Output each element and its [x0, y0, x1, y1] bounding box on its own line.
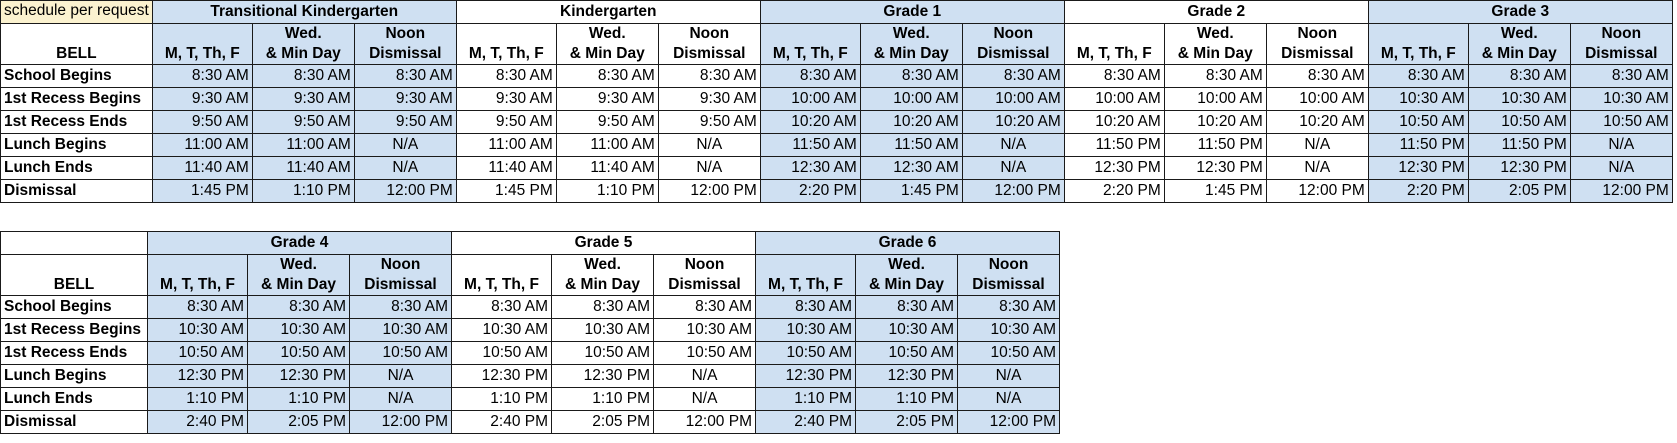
time-cell[interactable]: 11:50 PM	[1164, 134, 1266, 157]
day-type-header[interactable]	[1368, 24, 1468, 65]
day-type-label: Wed.	[888, 256, 925, 273]
day-type-label: & Min Day	[569, 45, 645, 62]
row-label[interactable]: 1st Recess Begins	[1, 88, 153, 111]
time-cell[interactable]: 10:20 AM	[1164, 111, 1266, 134]
day-type-label: & Min Day	[261, 276, 336, 293]
day-type-header[interactable]	[1064, 24, 1164, 65]
time-cell[interactable]: N/A	[350, 365, 452, 388]
day-type-label: Noon	[385, 25, 426, 42]
time-cell[interactable]: 2:40 PM	[148, 411, 248, 434]
day-type-label: M, T, Th, F	[1076, 45, 1152, 62]
top-schedule-table	[0, 0, 1673, 203]
time-cell[interactable]: 10:00 AM	[1064, 88, 1164, 111]
row-label[interactable]: Lunch Ends	[1, 388, 148, 411]
time-cell[interactable]: 12:30 PM	[248, 365, 350, 388]
grade-header[interactable]: Kindergarten	[456, 1, 760, 24]
time-cell[interactable]: 10:30 AM	[1570, 88, 1672, 111]
day-type-header[interactable]	[756, 255, 856, 296]
time-cell[interactable]: 12:00 PM	[962, 180, 1064, 203]
time-cell[interactable]: 12:30 PM	[1468, 157, 1570, 180]
day-type-label: Dismissal	[1585, 45, 1658, 62]
time-cell[interactable]: 9:50 AM	[354, 111, 456, 134]
day-type-header[interactable]	[152, 24, 252, 65]
time-cell[interactable]: 8:30 AM	[350, 296, 452, 319]
day-type-header-row	[1, 24, 1673, 65]
time-cell[interactable]: 8:30 AM	[252, 65, 354, 88]
day-type-label: & Min Day	[869, 276, 944, 293]
bottom-schedule-table	[0, 231, 1060, 434]
time-cell[interactable]: 2:40 PM	[452, 411, 552, 434]
time-cell[interactable]: 12:30 PM	[148, 365, 248, 388]
time-cell[interactable]: 8:30 AM	[760, 65, 860, 88]
time-cell[interactable]: N/A	[350, 388, 452, 411]
time-cell[interactable]: 8:30 AM	[1164, 65, 1266, 88]
day-type-label: M, T, Th, F	[772, 45, 848, 62]
time-cell[interactable]: 2:05 PM	[1468, 180, 1570, 203]
time-cell[interactable]: 10:00 AM	[1164, 88, 1266, 111]
day-type-header[interactable]	[556, 24, 658, 65]
time-cell[interactable]: 10:00 AM	[1266, 88, 1368, 111]
time-cell[interactable]: 12:30 AM	[860, 157, 962, 180]
time-cell[interactable]: N/A	[354, 157, 456, 180]
time-cell[interactable]: N/A	[1266, 134, 1368, 157]
table-row	[1, 88, 1673, 111]
time-cell[interactable]: N/A	[658, 157, 760, 180]
time-cell[interactable]: N/A	[1570, 157, 1672, 180]
row-label[interactable]: Lunch Ends	[1, 157, 153, 180]
day-type-label: Dismissal	[668, 276, 741, 293]
time-cell[interactable]: 9:30 AM	[658, 88, 760, 111]
day-type-label: Wed.	[892, 25, 930, 42]
time-cell[interactable]: 10:50 AM	[350, 342, 452, 365]
time-cell[interactable]: 10:30 AM	[248, 319, 350, 342]
day-type-label: Wed.	[584, 256, 621, 273]
grade-header[interactable]: Grade 5	[452, 232, 756, 255]
time-cell[interactable]: 1:10 PM	[756, 388, 856, 411]
row-label[interactable]: 1st Recess Ends	[1, 342, 148, 365]
day-type-label: Dismissal	[673, 45, 746, 62]
time-cell[interactable]: 10:30 AM	[350, 319, 452, 342]
time-cell[interactable]: N/A	[958, 388, 1060, 411]
grade-header-row	[1, 1, 1673, 24]
time-cell[interactable]: 10:30 AM	[756, 319, 856, 342]
time-cell[interactable]: 12:30 PM	[1368, 157, 1468, 180]
time-cell[interactable]: 12:30 PM	[756, 365, 856, 388]
blank-corner-cell[interactable]	[1, 232, 148, 255]
time-cell[interactable]: 2:20 PM	[760, 180, 860, 203]
time-cell[interactable]: 12:00 PM	[958, 411, 1060, 434]
time-cell[interactable]: 10:50 AM	[1468, 111, 1570, 134]
time-cell[interactable]: 8:30 AM	[552, 296, 654, 319]
time-cell[interactable]: 1:10 PM	[856, 388, 958, 411]
time-cell[interactable]: 10:50 AM	[248, 342, 350, 365]
row-label[interactable]: School Begins	[1, 65, 153, 88]
grade-header[interactable]: Transitional Kindergarten	[152, 1, 456, 24]
time-cell[interactable]: N/A	[962, 134, 1064, 157]
day-type-label: Noon	[988, 256, 1029, 273]
table-row	[1, 411, 1060, 434]
selected-note-cell[interactable]: schedule per request	[1, 1, 153, 24]
time-cell[interactable]: 10:50 AM	[148, 342, 248, 365]
day-type-header[interactable]	[552, 255, 654, 296]
day-type-label: & Min Day	[565, 276, 640, 293]
day-type-label: Dismissal	[369, 45, 442, 62]
time-cell[interactable]: 10:30 AM	[958, 319, 1060, 342]
day-type-header[interactable]	[760, 24, 860, 65]
time-cell[interactable]: 2:20 PM	[1368, 180, 1468, 203]
day-type-label: Dismissal	[972, 276, 1045, 293]
table-row	[1, 65, 1673, 88]
time-cell[interactable]: 8:30 AM	[152, 65, 252, 88]
day-type-label: Noon	[684, 256, 725, 273]
row-label[interactable]: 1st Recess Begins	[1, 319, 148, 342]
time-cell[interactable]: 10:30 AM	[654, 319, 756, 342]
time-cell[interactable]: 10:50 AM	[756, 342, 856, 365]
day-type-label: M, T, Th, F	[768, 276, 843, 293]
time-cell[interactable]: 12:30 PM	[452, 365, 552, 388]
time-cell[interactable]: 9:30 AM	[152, 88, 252, 111]
time-cell[interactable]: 12:00 PM	[658, 180, 760, 203]
row-label[interactable]: School Begins	[1, 296, 148, 319]
time-cell[interactable]: 11:50 PM	[1064, 134, 1164, 157]
day-type-header[interactable]	[354, 24, 456, 65]
day-type-header[interactable]	[148, 255, 248, 296]
time-cell[interactable]: 8:30 AM	[654, 296, 756, 319]
row-label[interactable]: Dismissal	[1, 411, 148, 434]
time-cell[interactable]: 9:50 AM	[658, 111, 760, 134]
time-cell[interactable]: 12:00 PM	[354, 180, 456, 203]
grade-header[interactable]: Grade 1	[760, 1, 1064, 24]
time-cell[interactable]: 2:05 PM	[856, 411, 958, 434]
time-cell[interactable]: 8:30 AM	[1570, 65, 1672, 88]
bell-label[interactable]: BELL	[1, 24, 153, 65]
time-cell[interactable]: 1:10 PM	[148, 388, 248, 411]
day-type-header[interactable]	[654, 255, 756, 296]
table-row	[1, 111, 1673, 134]
day-type-header[interactable]	[452, 255, 552, 296]
time-cell[interactable]: 10:20 AM	[860, 111, 962, 134]
bell-label[interactable]: BELL	[1, 255, 148, 296]
time-cell[interactable]: 12:30 PM	[856, 365, 958, 388]
time-cell[interactable]: 9:30 AM	[556, 88, 658, 111]
time-cell[interactable]: 1:45 PM	[456, 180, 556, 203]
time-cell[interactable]: 2:20 PM	[1064, 180, 1164, 203]
day-type-header[interactable]	[252, 24, 354, 65]
time-cell[interactable]: 8:30 AM	[1468, 65, 1570, 88]
time-cell[interactable]: 1:10 PM	[252, 180, 354, 203]
day-type-label: Wed.	[1500, 25, 1538, 42]
time-cell[interactable]: 10:50 AM	[1368, 111, 1468, 134]
time-cell[interactable]: 11:50 AM	[760, 134, 860, 157]
time-cell[interactable]: N/A	[1570, 134, 1672, 157]
day-type-label: Noon	[1297, 25, 1338, 42]
day-type-label: Noon	[1601, 25, 1642, 42]
row-label[interactable]: Lunch Begins	[1, 365, 148, 388]
time-cell[interactable]: 11:50 PM	[1468, 134, 1570, 157]
time-cell[interactable]: 9:50 AM	[556, 111, 658, 134]
day-type-label: Noon	[993, 25, 1034, 42]
time-cell[interactable]: 8:30 AM	[354, 65, 456, 88]
day-type-label: Wed.	[284, 25, 322, 42]
time-cell[interactable]: 1:45 PM	[152, 180, 252, 203]
grade-header[interactable]: Grade 2	[1064, 1, 1368, 24]
day-type-label: Wed.	[588, 25, 626, 42]
grade-header[interactable]: Grade 4	[148, 232, 452, 255]
time-cell[interactable]: 9:50 AM	[456, 111, 556, 134]
time-cell[interactable]: N/A	[654, 365, 756, 388]
day-type-header[interactable]	[350, 255, 452, 296]
time-cell[interactable]: 8:30 AM	[456, 65, 556, 88]
time-cell[interactable]: 8:30 AM	[452, 296, 552, 319]
time-cell[interactable]: N/A	[354, 134, 456, 157]
time-cell[interactable]: 8:30 AM	[1266, 65, 1368, 88]
time-cell[interactable]: N/A	[654, 388, 756, 411]
time-cell[interactable]: 8:30 AM	[148, 296, 248, 319]
time-cell[interactable]: 8:30 AM	[856, 296, 958, 319]
grade-header[interactable]: Grade 3	[1368, 1, 1672, 24]
time-cell[interactable]: 9:30 AM	[252, 88, 354, 111]
time-cell[interactable]: 10:50 AM	[856, 342, 958, 365]
day-type-header[interactable]	[962, 24, 1064, 65]
table-row	[1, 365, 1060, 388]
time-cell[interactable]: N/A	[1266, 157, 1368, 180]
table-row	[1, 180, 1673, 203]
time-cell[interactable]: 1:10 PM	[552, 388, 654, 411]
time-cell[interactable]: 10:20 AM	[760, 111, 860, 134]
day-type-label: Wed.	[1196, 25, 1234, 42]
day-type-header[interactable]	[248, 255, 350, 296]
time-cell[interactable]: 10:50 AM	[452, 342, 552, 365]
time-cell[interactable]: 10:30 AM	[1368, 88, 1468, 111]
time-cell[interactable]: 10:50 AM	[552, 342, 654, 365]
time-cell[interactable]: 10:30 AM	[1468, 88, 1570, 111]
table-row	[1, 342, 1060, 365]
grade-header-row	[1, 232, 1060, 255]
time-cell[interactable]: 11:50 AM	[860, 134, 962, 157]
day-type-label: Dismissal	[1281, 45, 1354, 62]
time-cell[interactable]: 8:30 AM	[958, 296, 1060, 319]
time-cell[interactable]: 12:00 PM	[654, 411, 756, 434]
row-label[interactable]: Dismissal	[1, 180, 153, 203]
day-type-header-row	[1, 255, 1060, 296]
time-cell[interactable]: 1:10 PM	[248, 388, 350, 411]
time-cell[interactable]: 10:30 AM	[452, 319, 552, 342]
time-cell[interactable]: 11:00 AM	[456, 134, 556, 157]
time-cell[interactable]: 8:30 AM	[860, 65, 962, 88]
day-type-label: & Min Day	[265, 45, 341, 62]
time-cell[interactable]: 1:10 PM	[452, 388, 552, 411]
table-row	[1, 296, 1060, 319]
time-cell[interactable]: 10:00 AM	[760, 88, 860, 111]
time-cell[interactable]: 10:50 AM	[654, 342, 756, 365]
time-cell[interactable]: 2:05 PM	[248, 411, 350, 434]
time-cell[interactable]: 8:30 AM	[756, 296, 856, 319]
row-label[interactable]: 1st Recess Ends	[1, 111, 153, 134]
time-cell[interactable]: 10:00 AM	[860, 88, 962, 111]
time-cell[interactable]: 8:30 AM	[962, 65, 1064, 88]
time-cell[interactable]: 11:40 AM	[252, 157, 354, 180]
time-cell[interactable]: 1:45 PM	[1164, 180, 1266, 203]
time-cell[interactable]: 9:30 AM	[456, 88, 556, 111]
time-cell[interactable]: 11:00 AM	[152, 134, 252, 157]
day-type-label: & Min Day	[873, 45, 949, 62]
time-cell[interactable]: 10:50 AM	[1570, 111, 1672, 134]
day-type-label: & Min Day	[1177, 45, 1253, 62]
time-cell[interactable]: 9:50 AM	[252, 111, 354, 134]
day-type-header[interactable]	[1468, 24, 1570, 65]
day-type-label: Wed.	[280, 256, 317, 273]
time-cell[interactable]: 10:30 AM	[148, 319, 248, 342]
time-cell[interactable]: 12:00 PM	[350, 411, 452, 434]
day-type-label: Noon	[380, 256, 421, 273]
time-cell[interactable]: 10:20 AM	[1266, 111, 1368, 134]
row-label[interactable]: Lunch Begins	[1, 134, 153, 157]
day-type-header[interactable]	[1164, 24, 1266, 65]
day-type-header[interactable]	[856, 255, 958, 296]
time-cell[interactable]: 8:30 AM	[248, 296, 350, 319]
time-cell[interactable]: 8:30 AM	[1368, 65, 1468, 88]
time-cell[interactable]: 11:50 PM	[1368, 134, 1468, 157]
time-cell[interactable]: N/A	[658, 134, 760, 157]
day-type-label: M, T, Th, F	[1380, 45, 1456, 62]
time-cell[interactable]: 12:30 PM	[1164, 157, 1266, 180]
time-cell[interactable]: 10:20 AM	[1064, 111, 1164, 134]
time-cell[interactable]: 10:50 AM	[958, 342, 1060, 365]
time-cell[interactable]: 1:45 PM	[860, 180, 962, 203]
grade-header[interactable]: Grade 6	[756, 232, 1060, 255]
time-cell[interactable]: 12:30 AM	[760, 157, 860, 180]
day-type-label: M, T, Th, F	[164, 45, 240, 62]
time-cell[interactable]: 12:00 PM	[1570, 180, 1672, 203]
day-type-label: Dismissal	[364, 276, 437, 293]
time-cell[interactable]: 12:30 PM	[1064, 157, 1164, 180]
time-cell[interactable]: 12:00 PM	[1266, 180, 1368, 203]
day-type-label: Dismissal	[977, 45, 1050, 62]
day-type-header[interactable]	[456, 24, 556, 65]
time-cell[interactable]: 11:40 AM	[456, 157, 556, 180]
time-cell[interactable]: 10:30 AM	[552, 319, 654, 342]
time-cell[interactable]: 12:30 PM	[552, 365, 654, 388]
table-row	[1, 388, 1060, 411]
time-cell[interactable]: N/A	[962, 157, 1064, 180]
time-cell[interactable]: 11:00 AM	[556, 134, 658, 157]
table-row	[1, 134, 1673, 157]
time-cell[interactable]: 10:00 AM	[962, 88, 1064, 111]
day-type-label: M, T, Th, F	[464, 276, 539, 293]
day-type-label: & Min Day	[1481, 45, 1557, 62]
time-cell[interactable]: 8:30 AM	[658, 65, 760, 88]
table-row	[1, 157, 1673, 180]
day-type-label: Noon	[689, 25, 730, 42]
time-cell[interactable]: N/A	[958, 365, 1060, 388]
day-type-label: M, T, Th, F	[160, 276, 235, 293]
time-cell[interactable]: 11:40 AM	[152, 157, 252, 180]
day-type-header[interactable]	[958, 255, 1060, 296]
time-cell[interactable]: 8:30 AM	[1064, 65, 1164, 88]
day-type-header[interactable]	[860, 24, 962, 65]
day-type-header[interactable]	[1266, 24, 1368, 65]
time-cell[interactable]: 2:05 PM	[552, 411, 654, 434]
time-cell[interactable]: 9:50 AM	[152, 111, 252, 134]
time-cell[interactable]: 11:40 AM	[556, 157, 658, 180]
time-cell[interactable]: 8:30 AM	[556, 65, 658, 88]
day-type-header[interactable]	[658, 24, 760, 65]
time-cell[interactable]: 10:30 AM	[856, 319, 958, 342]
day-type-header[interactable]	[1570, 24, 1672, 65]
time-cell[interactable]: 1:10 PM	[556, 180, 658, 203]
table-row	[1, 319, 1060, 342]
day-type-label: M, T, Th, F	[468, 45, 544, 62]
time-cell[interactable]: 2:40 PM	[756, 411, 856, 434]
time-cell[interactable]: 11:00 AM	[252, 134, 354, 157]
time-cell[interactable]: 9:30 AM	[354, 88, 456, 111]
time-cell[interactable]: 10:20 AM	[962, 111, 1064, 134]
